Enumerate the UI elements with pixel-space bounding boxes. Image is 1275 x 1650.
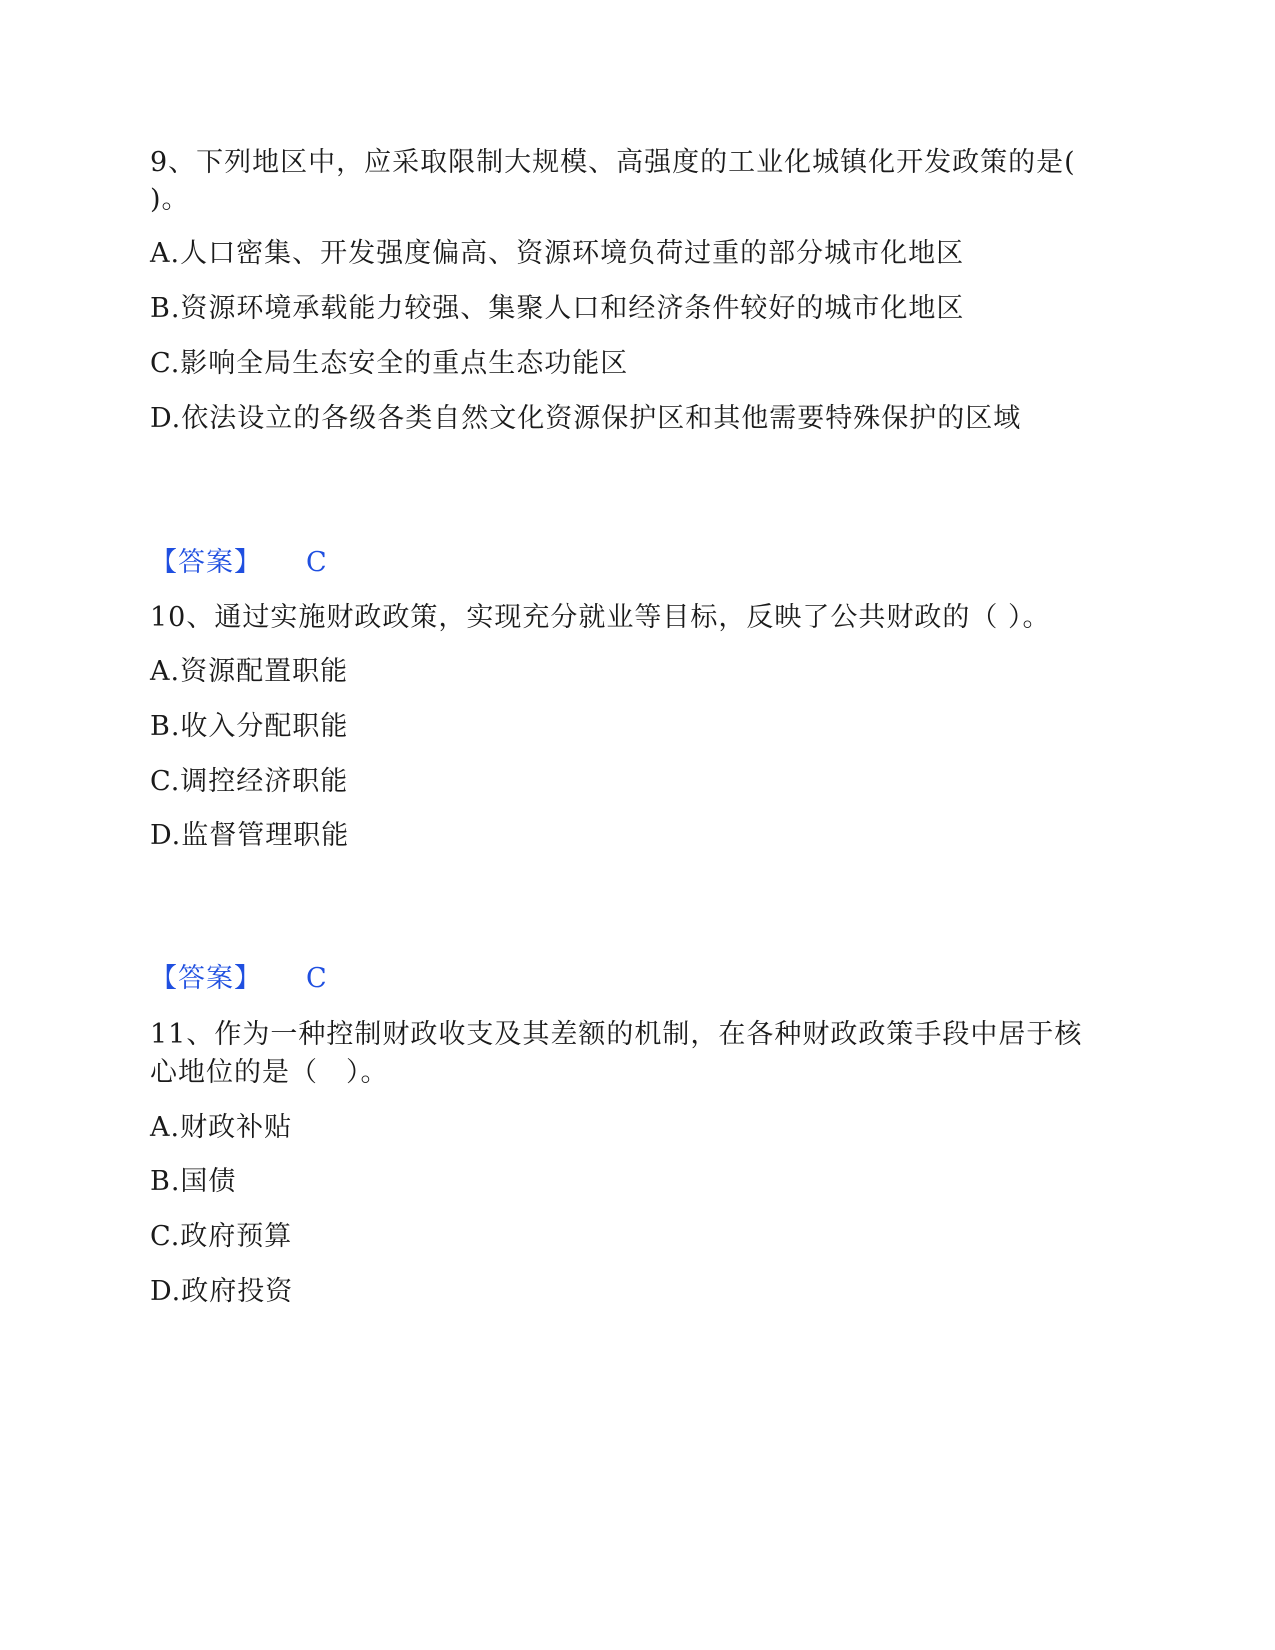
answer-value: C [306,963,327,994]
question-10-option-d: D.监督管理职能 [150,820,350,851]
question-9-option-d: D.依法设立的各级各类自然文化资源保护区和其他需要特殊保护的区域 [150,403,1022,434]
question-9-stem-line-1: 9、下列地区中，应采取限制大规模、高强度的工业化城镇化开发政策的是( [150,147,1076,178]
question-9-option-b: B.资源环境承载能力较强、集聚人口和经济条件较好的城市化地区 [150,293,965,324]
question-10-stem-line-1: 10、通过实施财政政策，实现充分就业等目标，反映了公共财政的（ ）。 [150,602,1051,633]
question-11-stem-line-1: 11、作为一种控制财政收支及其差额的机制，在各种财政政策手段中居于核 [150,1019,1083,1050]
question-9-option-c: C.影响全局生态安全的重点生态功能区 [150,348,629,379]
question-11-stem-line-2: 心地位的是（ ）。 [150,1057,389,1088]
question-11-option-b: B.国债 [150,1166,237,1197]
question-9-stem-line-2: )。 [150,184,190,215]
question-10-option-a: A.资源配置职能 [150,656,349,687]
question-11-option-d: D.政府投资 [150,1276,294,1307]
answer-value: C [306,547,327,578]
answer-label: 【答案】 [150,547,262,578]
question-10-option-b: B.收入分配职能 [150,711,349,742]
question-11-option-c: C.政府预算 [150,1221,293,1252]
question-10-option-c: C.调控经济职能 [150,766,349,797]
question-11-option-a: A.财政补贴 [150,1112,293,1143]
answer-label: 【答案】 [150,963,262,994]
question-9-option-a: A.人口密集、开发强度偏高、资源环境负荷过重的部分城市化地区 [150,238,965,269]
question-9-answer [150,545,327,581]
question-10-answer [150,961,327,997]
